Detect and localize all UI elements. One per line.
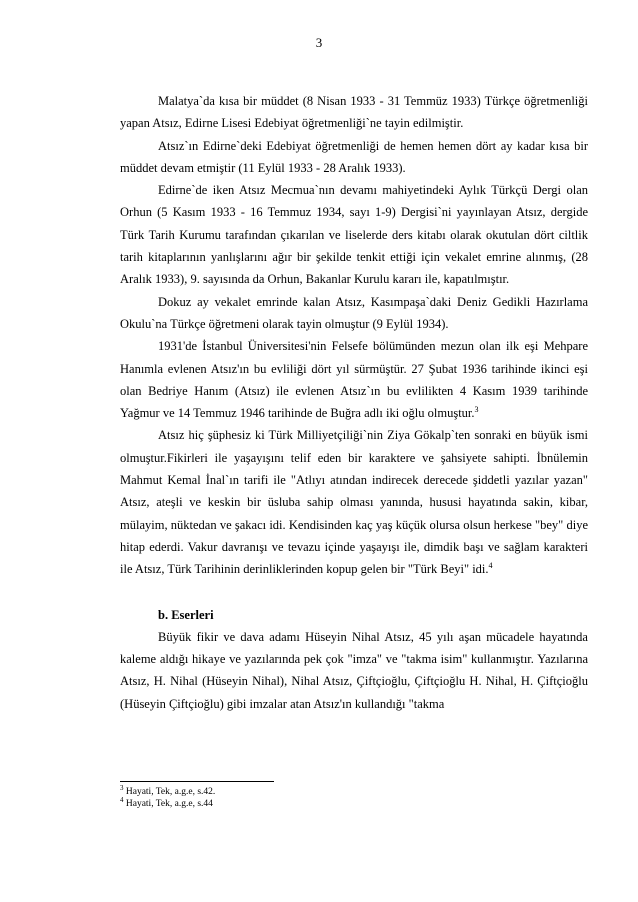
footnote-divider [120, 781, 274, 782]
footnote-text: Hayati, Tek, a.g.e, s.44 [125, 799, 213, 809]
footnote [120, 795, 588, 810]
paragraph-text: Atsız hiç şüphesiz ki Türk Milliyetçiliği`nin Ziya Gökalp`ten sonraki en büyük ismi olmuştur.Fikirleri ile yaşayışını telif eden bir karaktere ve şahsiyete sahipti. İbnülemin Mahmut Kemal İnal`ın tarifi ile "Atlıyı atından indirecek derecede şiddetli yazılar yazan" Atsız, ateşli ve keskin bir üsluba sahip olması yanında, hususi hayatında sakin, kibar, mülayim, nüktedan ve şakacı idi. Kendisinden kaç yaş küçük olursa olsun herkese "bey" diye hitap ederdi. Vakur davranışı ve tevazu içinde yaşayışı ile, dimdik başı ve sağlam karakteri ile Atsız, Türk Tarihinin derinliklerinden kopup gelen bir "Türk Beyi" idi. [120, 428, 588, 577]
paragraph: Dokuz ay vekalet emrinde kalan Atsız, Kasımpaşa`daki Deniz Gedikli Hazırlama Okulu`na Türkçe öğretmeni olarak tayin olmuştur (9 Eylül 1934). [120, 294, 588, 331]
footnote-mark: 4 [120, 795, 124, 804]
paragraph: Atsız`ın Edirne`deki Edebiyat öğretmenliği de hemen hemen dört ay kadar kısa bir müddet devam etmiştir (11 Eylül 1933 - 28 Aralık 1933). [120, 138, 588, 175]
footnote-mark: 3 [120, 783, 124, 792]
paragraph: Malatya`da kısa bir müddet (8 Nisan 1933 - 31 Temmüz 1933) Türkçe öğretmenliği yapan Atsız, Edirne Lisesi Edebiyat öğretmenliği`ne tayin edilmiştir. [120, 94, 588, 131]
footnote-reference[interactable]: 3 [474, 405, 479, 414]
paragraph: Edirne`de iken Atsız Mecmua`nın devamı mahiyetindeki Aylık Türkçü Dergi olan Orhun (5 Kasım 1933 - 16 Temmuz 1934, sayı 1-9) Dergisi`ni yayınlayan Atsız, dergide Türk Tarih Kurumu tarafından çıkarılan ve liselerde ders kitabı olarak okutulan dört ciltlik tarih kitaplarının yanlışlarını ağır bir şekilde tenkit ettiği için vekalet emrine alınmış, (28 Aralık 1933), 9. sayısında da Orhun, Bakanlar Kurulu kararı ile, kapatılmıştır. [120, 183, 588, 287]
footnote [120, 783, 588, 798]
body-text [120, 90, 588, 715]
paragraph-with-footnote [120, 424, 588, 580]
section-paragraph: Büyük fikir ve dava adamı Hüseyin Nihal Atsız, 45 yılı aşan mücadele hayatında kaleme aldığı hikaye ve yazılarında pek çok "imza" ve "takma isim" kullanmıştır. Yazılarına Atsız, H. Nihal (Hüseyin Nihal), Nihal Atsız, Çiftçioğlu, Çiftçioğlu H. Nihal, H. Çiftçioğlu (Hüseyin Çiftçioğlu) gibi imzalar atan Atsız'ın kullandığı "takma [120, 629, 588, 711]
section [120, 604, 588, 715]
paragraph-text: 1931'de İstanbul Üniversitesi'nin Felsefe bölümünden mezun olan ilk eşi Mehpare Hanımla evlenen Atsız'ın bu evliliği dört yıl sürmüştür. 27 Şubat 1936 tarihinde ikinci eşi olan Bedriye Hanım (Atsız) ile evlenen Atsız`ın bu evlilikten 4 Kasım 1939 tarihinde Yağmur ve 14 Temmuz 1946 tarihinde de Buğra adlı iki oğlu olmuştur. [120, 339, 588, 421]
page-number: 3 [315, 35, 323, 50]
section-heading: b. Eserleri [158, 607, 214, 622]
paragraph-with-footnote [120, 335, 588, 424]
footnote-reference[interactable]: 4 [488, 561, 493, 571]
footnotes [120, 783, 588, 810]
footnote-text: Hayati, Tek, a.g.e, s.42. [125, 787, 216, 797]
